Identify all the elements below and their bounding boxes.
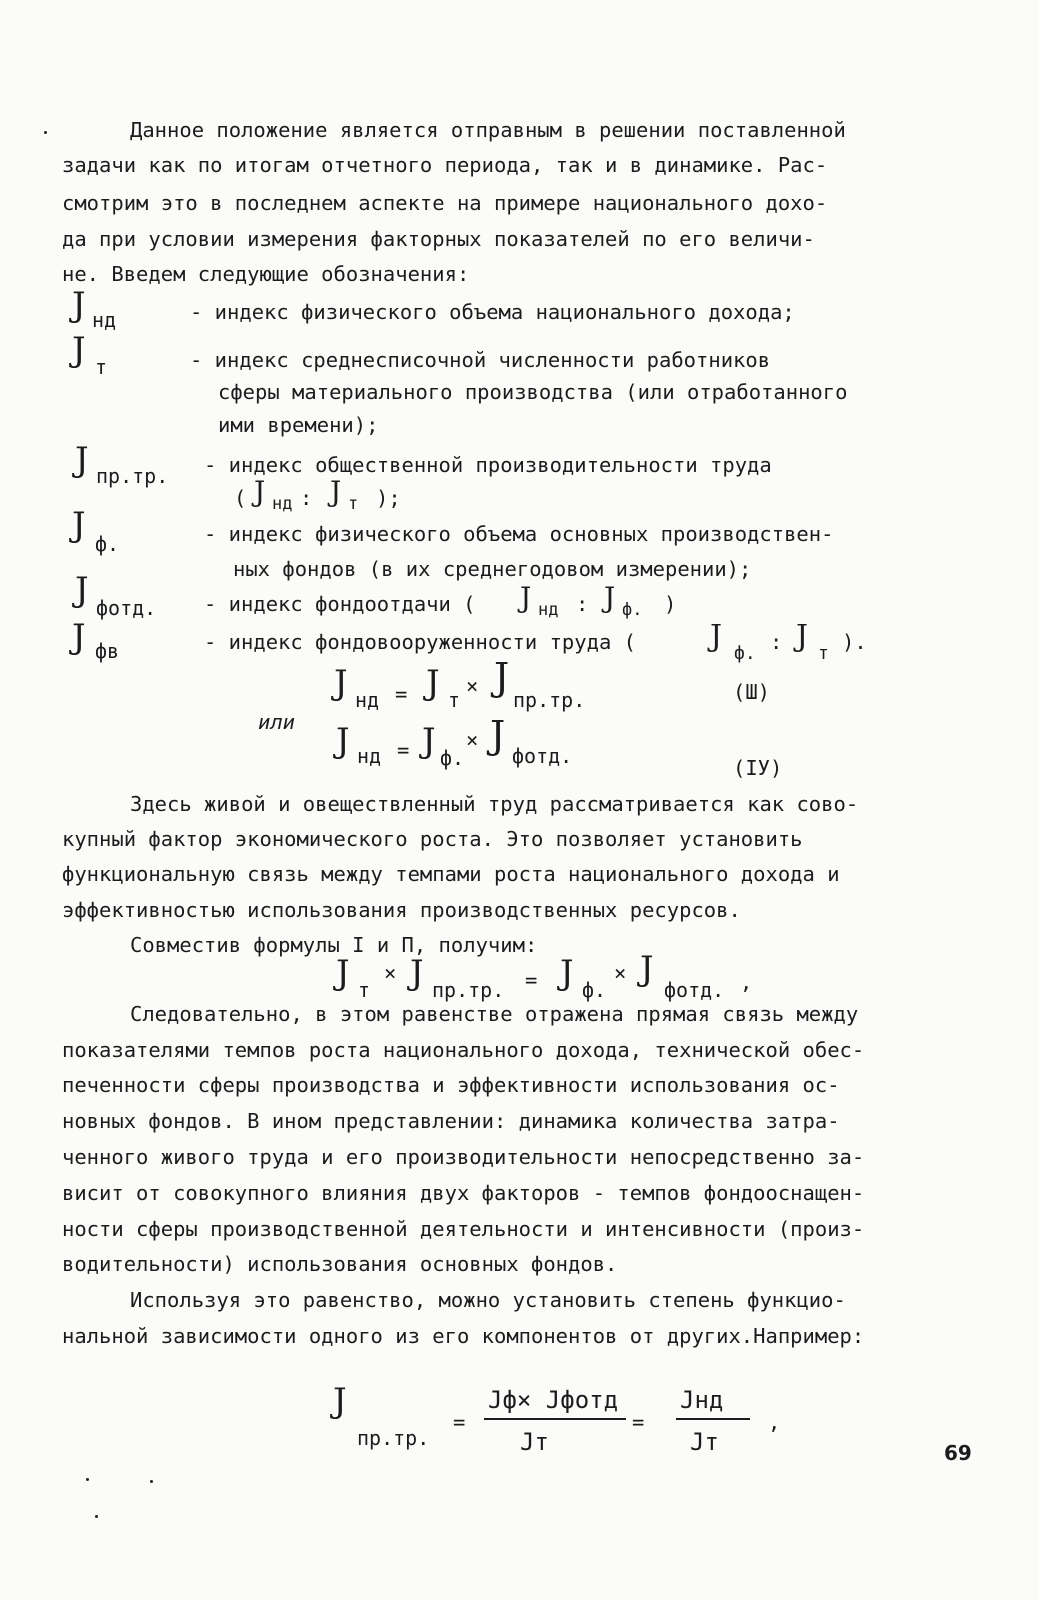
index-subscript: т [448,688,461,712]
text-line: Данное положение является отправным в решении поставленной [130,118,846,142]
index-symbol: J [336,953,350,993]
text-line: задачи как по итогам отчетного периода, так и в динамике. Рас- [62,153,828,177]
text-line: показателями темпов роста национального дохода, технической обес- [62,1038,865,1062]
index-symbol: J [333,1381,347,1421]
index-symbol: J [426,663,440,703]
text-line: нальной зависимости одного из его компонентов от других.Например: [62,1324,865,1348]
index-symbol: J [72,505,86,545]
index-symbol: J [710,619,723,654]
paren-close: ); [376,486,401,510]
index-subscript: фв [95,639,120,663]
fraction-bar [676,1418,750,1420]
text-line: эффективностью использования производственных ресурсов. [62,898,741,922]
text-line: ности сферы производственной деятельности и интенсивности (произ- [62,1217,865,1241]
index-subscript: ф. [582,978,607,1002]
text-line: смотрим это в последнем аспекте на примере национального дохо- [62,191,828,215]
index-subscript: ф. [440,746,465,770]
index-symbol: J [75,570,89,610]
definition-text: - индекс физического объема основных производствен- [204,522,834,546]
equals-sign: = [397,738,410,762]
definition-text: - индекс фондовооруженности труда ( [204,630,636,654]
index-symbol: J [604,581,616,614]
definition-text: - индекс фондоотдачи ( [204,592,476,616]
index-symbol: J [75,440,89,480]
definition-text: ими времени); [218,413,379,437]
text-line: ченного живого труда и его производительности непосредственно за- [62,1145,865,1169]
paren-open: ( [234,486,247,510]
index-subscript: ф. [622,600,643,620]
index-subscript: фотд. [96,596,157,620]
text-line: Совместив формулы I и П, получим: [130,933,538,957]
index-subscript: нд [538,600,559,620]
multiply-sign: × [466,728,479,752]
text-line: не. Введем следующие обозначения: [62,262,470,286]
text-line: да при условии измерения факторных показателей по его величи- [62,227,815,251]
fraction-denominator: Jт [690,1428,719,1456]
index-subscript: ф. [95,532,120,556]
index-subscript: нд [272,494,293,514]
index-subscript: т [348,494,359,514]
index-symbol: J [72,285,86,325]
equals-sign: = [525,968,538,992]
index-subscript: пр.тр. [432,978,505,1002]
fraction-numerator: Jф× Jфотд [488,1386,619,1414]
equals-sign: = [632,1410,645,1434]
multiply-sign: × [466,674,479,698]
comma: , [768,1410,781,1434]
fraction-bar [484,1418,626,1420]
page-number: 69 [944,1441,972,1465]
equation-label: (IУ) [733,756,783,780]
text-line: висит от совокупного влияния двух факторов - темпов фондооснащен- [62,1181,865,1205]
comma: , [740,970,753,994]
index-subscript: фотд. [512,744,573,768]
index-subscript: т [95,355,108,379]
equation-label: (Ш) [733,680,771,704]
ratio-colon: : [770,630,783,654]
index-symbol: J [422,721,436,761]
equals-sign: = [395,682,408,706]
index-subscript: т [358,978,371,1002]
equals-sign: = [453,1410,466,1434]
scan-speck [95,1515,98,1518]
definition-text: - индекс общественной производительности труда [204,453,772,477]
text-line: Здесь живой и овеществленный труд рассматривается как сово- [130,792,859,816]
multiply-sign: × [384,961,397,985]
index-symbol: J [330,475,342,508]
index-symbol: J [334,663,348,703]
text-line: водительности) использования основных фондов. [62,1252,618,1276]
fraction-numerator: Jнд [680,1386,724,1414]
definition-text: сферы материального производства (или отработанного [218,380,848,404]
definition-text: - индекс среднесписочной численности работников [190,348,771,372]
text-line: купный фактор экономического роста. Это позволяет установить [62,827,803,851]
scan-speck [86,1478,89,1481]
text-line: функциональную связь между темпами роста национального дохода и [62,862,840,886]
index-symbol: J [494,655,510,699]
multiply-sign: × [614,961,627,985]
index-subscript: пр.тр. [357,1426,430,1450]
scan-speck [150,1480,153,1483]
scan-speck [44,131,47,134]
definition-text: ных фондов (в их среднегодовом измерении); [233,557,752,581]
ratio-colon: : [576,592,589,616]
index-subscript: нд [355,688,380,712]
index-symbol: J [490,713,506,757]
ratio-colon: : [300,486,313,510]
paren-close: ). [842,630,867,654]
paren-close: ) [664,592,677,616]
index-subscript: т [818,643,829,664]
definition-text: - индекс физического объема национального дохода; [190,300,795,324]
text-line: печенности сферы производства и эффективности использования ос- [62,1073,840,1097]
or-word: или [258,710,296,734]
index-symbol: J [640,949,654,989]
index-symbol: J [336,721,350,761]
text-line: новных фондов. В ином представлении: динамика количества затра- [62,1109,840,1133]
index-symbol: J [72,330,86,370]
index-subscript: нд [357,744,382,768]
index-symbol: J [410,953,424,993]
index-subscript: фотд. [664,978,725,1002]
text-line: Используя это равенство, можно установить степень функцио- [130,1288,846,1312]
index-subscript: пр.тр. [513,688,586,712]
index-symbol: J [254,475,266,508]
index-subscript: ф. [734,643,756,664]
index-symbol: J [560,953,574,993]
index-subscript: нд [92,308,117,332]
index-symbol: J [520,581,532,614]
index-symbol: J [796,619,809,654]
text-line: Следовательно, в этом равенстве отражена прямая связь между [130,1002,859,1026]
index-subscript: пр.тр. [96,464,169,488]
fraction-denominator: Jт [520,1428,549,1456]
index-symbol: J [72,617,86,657]
